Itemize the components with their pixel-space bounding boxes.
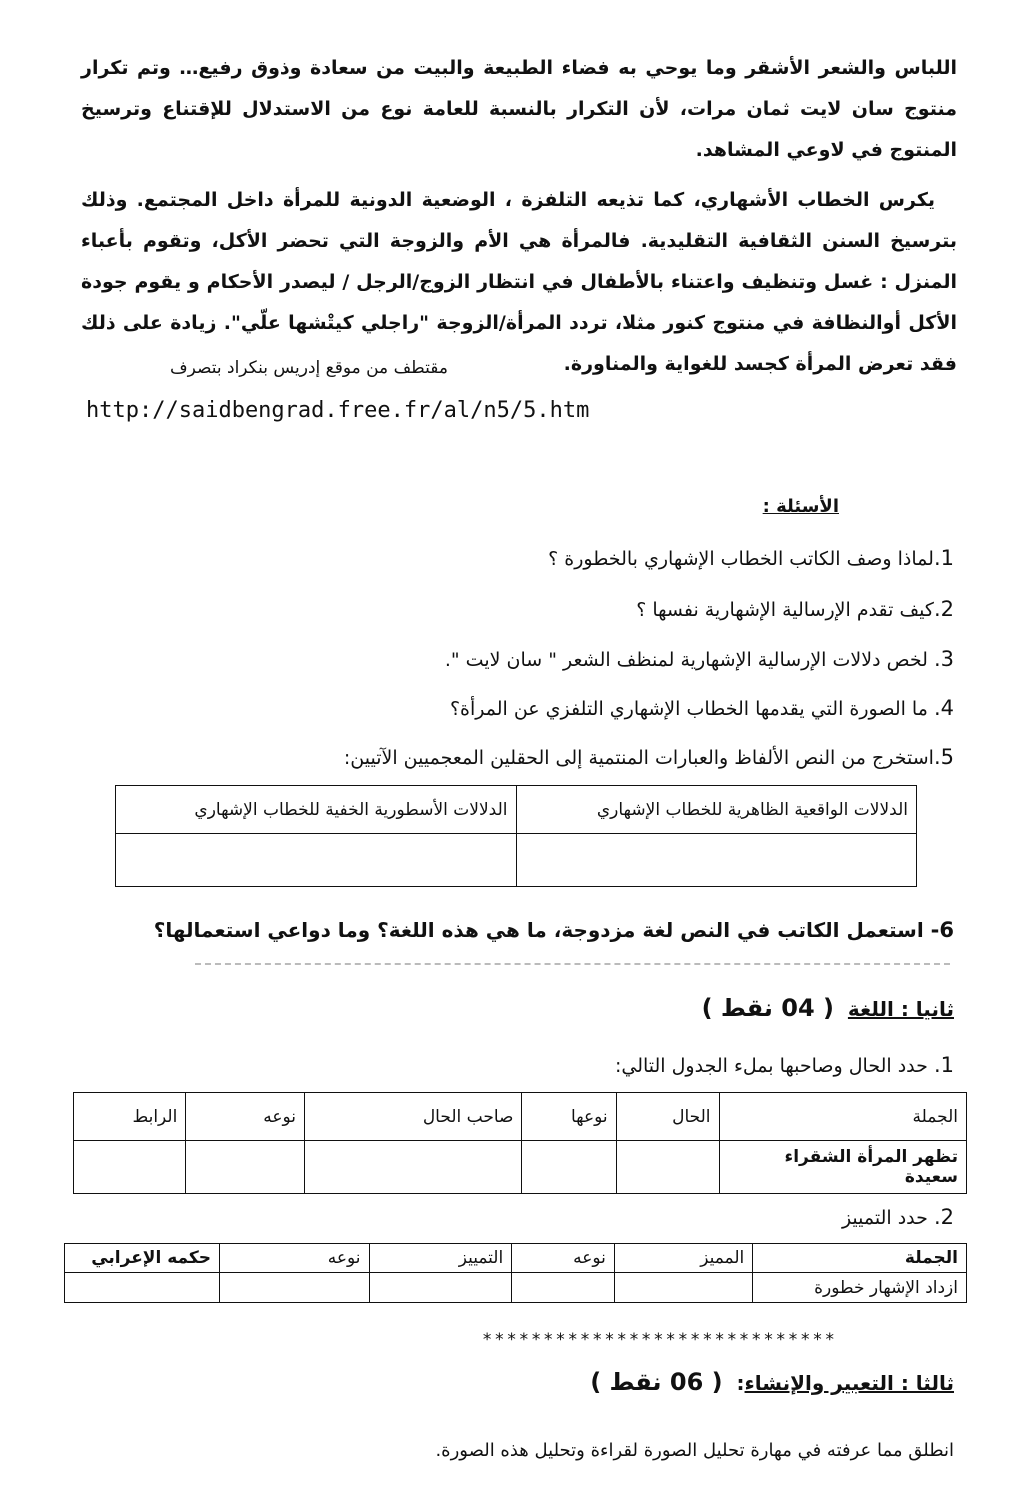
table-cell <box>616 1141 719 1194</box>
table-header-cell: الحال <box>616 1093 719 1141</box>
table-header-cell: حكمه الإعرابي <box>65 1244 220 1273</box>
table-cell <box>305 1141 522 1194</box>
table-cell <box>186 1141 305 1194</box>
question-4: 4. ما الصورة التي يقدمها الخطاب الإشهاري التلفزي عن المرأة؟ <box>449 696 954 720</box>
table-header-cell: نوعه <box>512 1244 615 1273</box>
table-header-cell: نوعه <box>186 1093 305 1141</box>
table-header-cell: التمييز <box>369 1244 512 1273</box>
table-cell <box>116 834 517 887</box>
hal-table <box>73 1092 967 1194</box>
question-5: 5.استخرج من النص الألفاظ والعبارات المنتمية إلى الحقلين المعجميين الآتيين: <box>343 745 954 769</box>
question-1: 1.لماذا وصف الكاتب الخطاب الإشهاري بالخطورة ؟ <box>548 546 954 570</box>
source-attribution: مقتطف من موقع إدريس بنكراد بتصرف <box>170 358 448 378</box>
faded-divider <box>195 963 950 965</box>
table-cell <box>65 1273 220 1303</box>
table-header-cell: نوعه <box>220 1244 369 1273</box>
table-header-cell: الجملة <box>719 1093 966 1141</box>
table-cell <box>522 1141 616 1194</box>
section-2-question-1: 1. حدد الحال وصاحبها بملء الجدول التالي: <box>614 1053 954 1077</box>
paragraph-2: يكرس الخطاب الأشهاري، كما تذيعه التلفزة ، الوضعية الدونية للمرأة داخل المجتمع. وذلك بترسيخ السنن الثقافية التقليدية. فالمرأة هي الأم والزوجة التي تحضر الأكل، وتقوم بأعباء المنزل : غسل وتنظيف واعتناء بالأطفال في انتظار الزوج/الرجل / ليصدر الأحكام و يقوم جودة الأكل أوالنظافة في منتوج كنور مثلا، تردد المرأة/الزوجة "راجلي كيتْشها علّي". زيادة على ذلك فقد تعرض المرأة كجسد للغواية والمناورة. <box>81 189 957 375</box>
table-cell <box>516 834 917 887</box>
question-2: 2.كيف تقدم الإرسالية الإشهارية نفسها ؟ <box>636 597 954 621</box>
question-3: 3. لخص دلالات الإرسالية الإشهارية لمنظف الشعر " سان لايت ". <box>444 647 954 671</box>
table-header-cell: الدلالات الواقعية الظاهرية للخطاب الإشهاري <box>516 786 917 834</box>
section-3-prompt: انطلق مما عرفته في مهارة تحليل الصورة لقراءة وتحليل هذه الصورة. <box>435 1440 954 1461</box>
table-cell <box>74 1141 186 1194</box>
star-divider: ***************************** <box>482 1330 837 1350</box>
section-2-question-2: 2. حدد التمييز <box>841 1205 954 1229</box>
table-cell <box>614 1273 752 1303</box>
question-6: 6- استعمل الكاتب في النص لغة مزدوجة، ما هي هذه اللغة؟ وما دواعي استعمالها؟ <box>153 918 954 942</box>
table-header-cell: الجملة <box>753 1244 967 1273</box>
table-header-cell: الدلالات الأسطورية الخفية للخطاب الإشهاري <box>116 786 517 834</box>
semantic-fields-table <box>115 785 917 887</box>
table-cell <box>512 1273 615 1303</box>
table-cell: تظهر المرأة الشقراء سعيدة <box>719 1141 966 1194</box>
section-2-heading: ثانيا : اللغة ( 04 نقط ) <box>701 994 954 1022</box>
table-header-cell: صاحب الحال <box>305 1093 522 1141</box>
table-cell: ازداد الإشهار خطورة <box>753 1273 967 1303</box>
paragraph-1: اللباس والشعر الأشقر وما يوحي به فضاء الطبيعة والبيت من سعادة وذوق رفيع… وتم تكرار منتوج سان لايت ثمان مرات، لأن التكرار بالنسبة للعامة نوع من الاستدلال للإقتناع وترسيخ المنتوج في لاوعي المشاهد. <box>81 57 957 161</box>
table-header-cell: نوعها <box>522 1093 616 1141</box>
table-cell <box>369 1273 512 1303</box>
table-header-cell: المميز <box>614 1244 752 1273</box>
table-cell <box>220 1273 369 1303</box>
section-3-heading: ثالثا : التعبير والإنشاء: ( 06 نقط ) <box>590 1368 954 1396</box>
source-url[interactable]: http://saidbengrad.free.fr/al/n5/5.htm <box>86 398 590 423</box>
tamyiz-table <box>64 1243 967 1303</box>
table-header-cell: الرابط <box>74 1093 186 1141</box>
questions-heading: الأسئلة : <box>762 496 839 517</box>
